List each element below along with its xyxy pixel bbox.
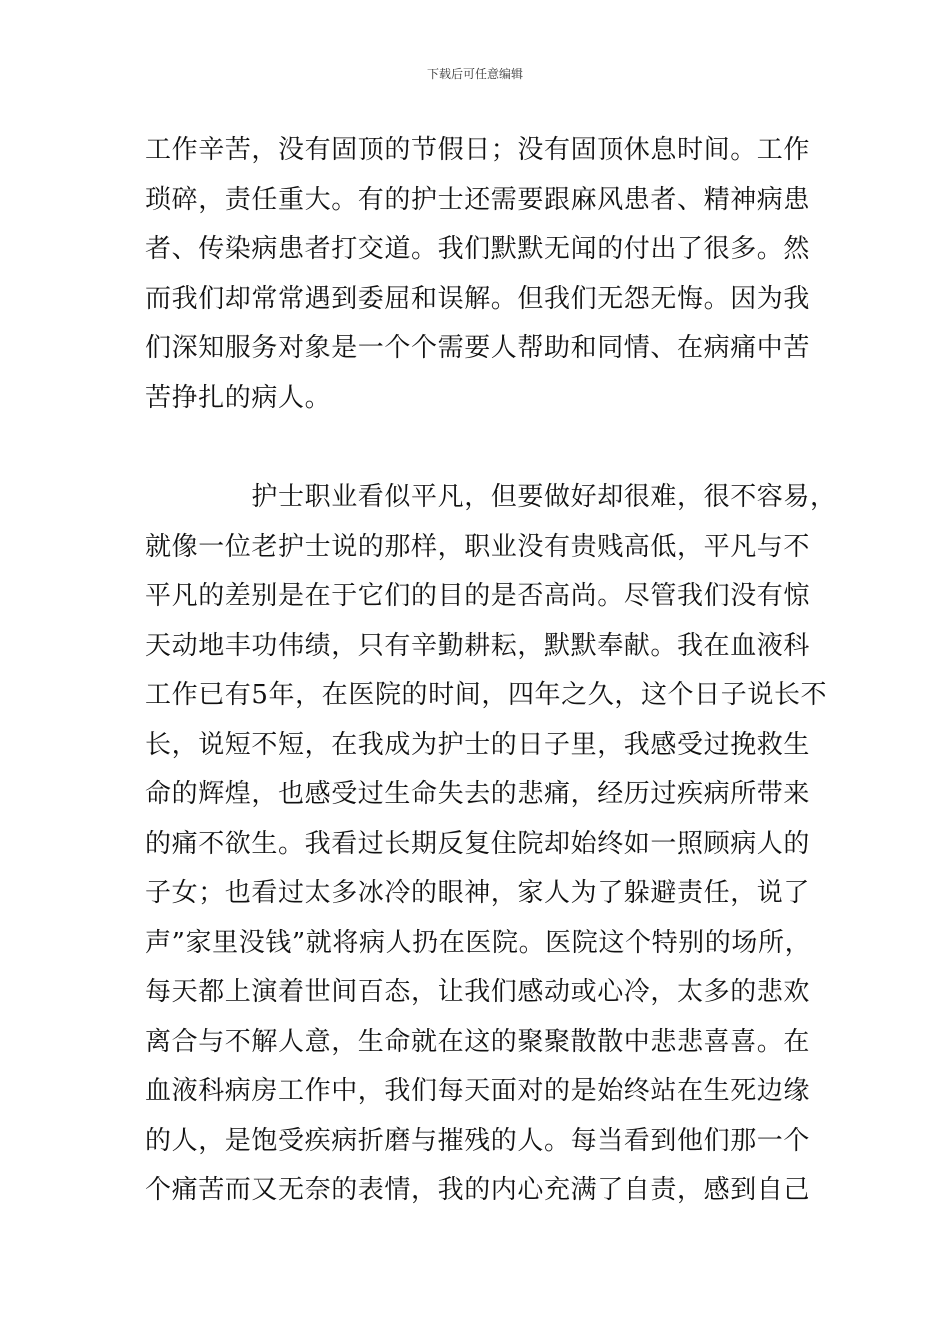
text-line: 就像一位老护士说的那样，职业没有贵贱高低，平凡与不: [145, 531, 811, 562]
paragraph-1: [145, 126, 835, 423]
text-line: 苦挣扎的病人。: [145, 382, 332, 413]
text-line: 者、传染病患者打交道。我们默默无闻的付出了很多。然: [145, 234, 811, 264]
text-line: 而我们却常常遇到委屈和误解。但我们无怨无悔。因为我: [145, 283, 811, 314]
text-line: 子女；也看过太多冰冷的眼神，家人为了躲避责任，说了: [145, 878, 811, 908]
text-line: 们深知服务对象是一个个需要人帮助和同情、在病痛中苦: [145, 333, 811, 363]
text-line: 工作辛苦，没有固顶的节假日；没有固顶休息时间。工作: [145, 135, 811, 165]
text-line: 血液科病房工作中，我们每天面对的是始终站在生死边缘: [145, 1076, 811, 1106]
page-header: 下载后可任意编辑: [426, 67, 523, 81]
text-line: 声”家里没钱”就将病人扔在医院。医院这个特别的场所，: [145, 927, 812, 958]
text-line: 琐碎，责任重大。有的护士还需要跟麻风患者、精神病患: [145, 184, 811, 215]
text-line: 长，说短不短，在我成为护士的日子里，我感受过挽救生: [145, 729, 811, 760]
paragraph-2: [145, 473, 835, 1216]
text-line: 天动地丰功伟绩，只有辛勤耕耘，默默奉献。我在血液科: [145, 630, 811, 661]
text-line: 工作已有5年，在医院的时间，四年之久，这个日子说长不: [145, 680, 828, 710]
text-line: 的人，是饱受疾病折磨与摧残的人。每当看到他们那一个: [145, 1125, 811, 1156]
text-line: 的痛不欲生。我看过长期反复住院却始终如一照顾病人的: [145, 828, 811, 859]
text-line: 护士职业看似平凡，但要做好却很难，很不容易，: [145, 482, 837, 512]
text-line: 命的辉煌，也感受过生命失去的悲痛，经历过疾病所带来: [145, 779, 811, 809]
text-line: 平凡的差别是在于它们的目的是否高尚。尽管我们没有惊: [145, 581, 811, 611]
text-line: 个痛苦而又无奈的表情，我的内心充满了自责，感到自己: [145, 1175, 811, 1205]
text-line: 离合与不解人意，生命就在这的聚聚散散中悲悲喜喜。在: [145, 1026, 811, 1057]
text-line: 每天都上演着世间百态，让我们感动或心冷，太多的悲欢: [145, 977, 811, 1007]
